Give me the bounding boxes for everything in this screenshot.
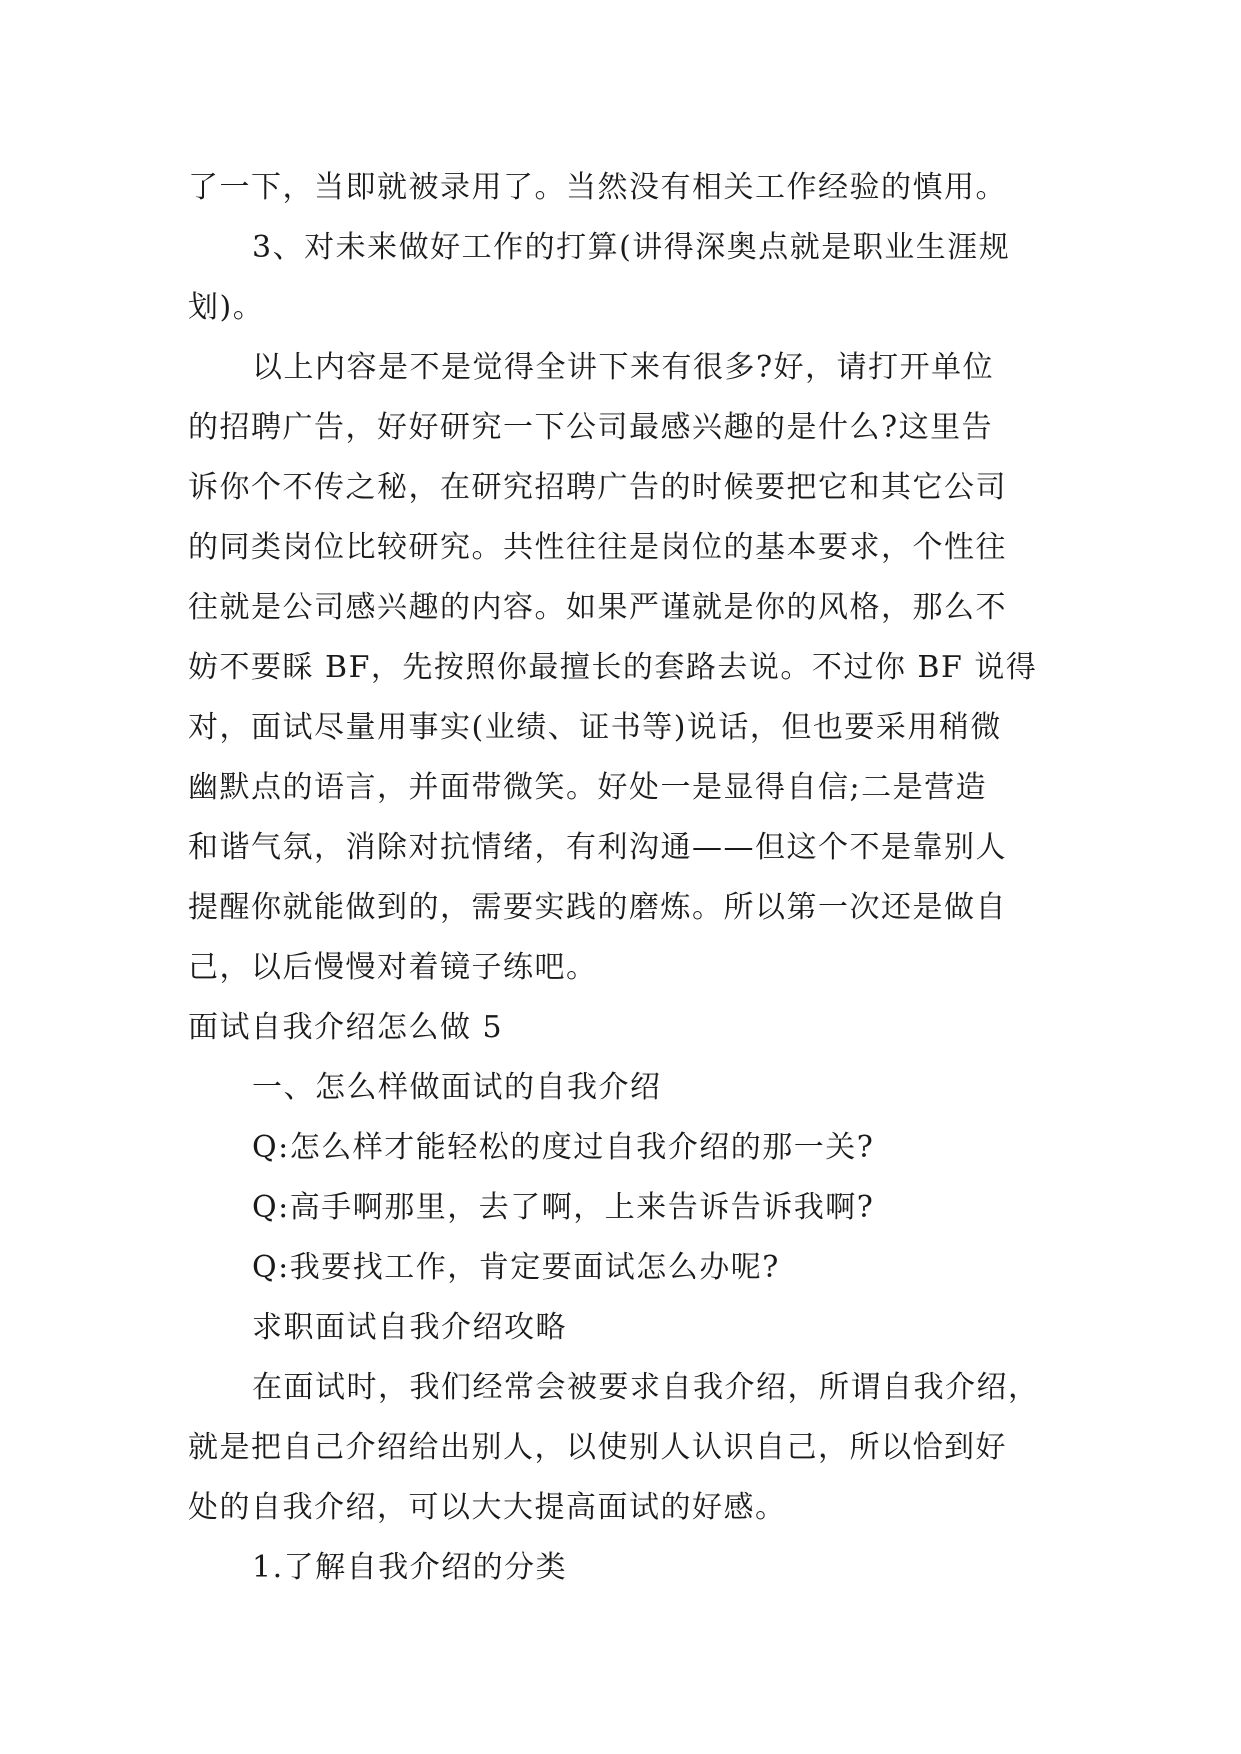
- section-heading: 面试自我介绍怎么做 5: [188, 1010, 504, 1045]
- question-line: Q:我要找工作，肯定要面试怎么办呢?: [252, 1250, 780, 1285]
- paragraph-line: 提醒你就能做到的，需要实践的磨炼。所以第一次还是做自: [188, 890, 1007, 925]
- paragraph-line: 以上内容是不是觉得全讲下来有很多?好，请打开单位: [252, 350, 995, 385]
- question-line: Q:怎么样才能轻松的度过自我介绍的那一关?: [252, 1130, 875, 1165]
- paragraph-line: 划)。: [188, 290, 265, 325]
- paragraph-line: 就是把自己介绍给出别人，以使别人认识自己，所以恰到好: [188, 1430, 1007, 1465]
- question-line: Q:高手啊那里，去了啊，上来告诉告诉我啊?: [252, 1190, 875, 1225]
- paragraph-line: 幽默点的语言，并面带微笑。好处一是显得自信;二是营造: [188, 770, 988, 805]
- document-body: [188, 158, 1058, 1598]
- list-item-heading: 1.了解自我介绍的分类: [252, 1550, 568, 1585]
- paragraph-line: 对，面试尽量用事实(业绩、证书等)说话，但也要采用稍微: [188, 710, 1002, 745]
- paragraph-line: 了一下，当即就被录用了。当然没有相关工作经验的慎用。: [188, 170, 1007, 205]
- subsection-heading: 一、怎么样做面试的自我介绍: [252, 1070, 662, 1105]
- paragraph-line: 妨不要睬 BF，先按照你最擅长的套路去说。不过你 BF 说得: [188, 650, 1038, 685]
- paragraph-line: 和谐气氛，消除对抗情绪，有利沟通——但这个不是靠别人: [188, 830, 1007, 865]
- paragraph-line: 诉你个不传之秘，在研究招聘广告的时候要把它和其它公司: [188, 470, 1007, 505]
- paragraph-line: 处的自我介绍，可以大大提高面试的好感。: [188, 1490, 787, 1525]
- paragraph-line: 在面试时，我们经常会被要求自我介绍，所谓自我介绍，: [252, 1370, 1040, 1405]
- paragraph-line: 的招聘广告，好好研究一下公司最感兴趣的是什么?这里告: [188, 410, 994, 445]
- paragraph-line: 己，以后慢慢对着镜子练吧。: [188, 950, 598, 985]
- paragraph-line: 的同类岗位比较研究。共性往往是岗位的基本要求，个性往: [188, 530, 1007, 565]
- subsection-heading: 求职面试自我介绍攻略: [252, 1310, 567, 1345]
- paragraph-line: 3、对未来做好工作的打算(讲得深奥点就是职业生涯规: [252, 230, 1011, 265]
- paragraph-line: 往就是公司感兴趣的内容。如果严谨就是你的风格，那么不: [188, 590, 1007, 625]
